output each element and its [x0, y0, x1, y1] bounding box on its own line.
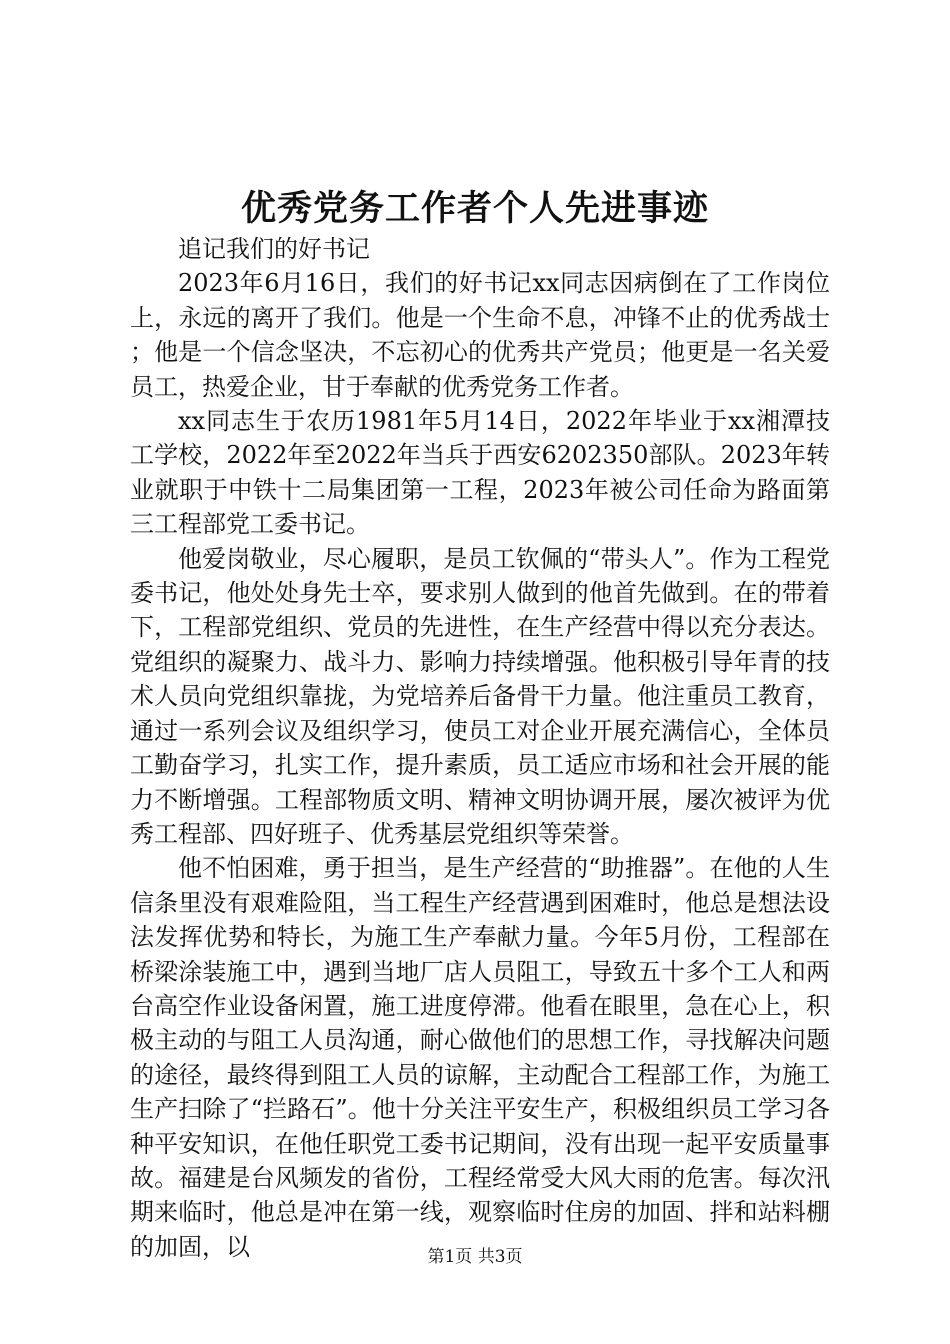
paragraph-subtitle: 追记我们的好书记: [178, 235, 370, 263]
paragraph-intro: 2023年6月16日，我们的好书记xx同志因病倒在了工作岗位上，永远的离开了我们。他是一个生命不息，冲锋不止的优秀战士；他是一个信念坚决，不忘初心的优秀共产党员；他更是一名关爱员工，热爱企业，甘于奉献的优秀党务工作者。: [130, 269, 830, 401]
document-body: [130, 232, 830, 1264]
paragraph-biography: xx同志生于农历1981年5月14日，2022年毕业于xx湘潭技工学校，2022年至2022年当兵于西安6202350部队。2023年转业就职于中铁十二局集团第一工程，2023年被公司任命为路面第三工程部党工委书记。: [130, 407, 830, 539]
paragraph-dedication: 他爱岗敬业，尽心履职，是员工钦佩的“带头人”。作为工程党委书记，他处处身先士卒，要求别人做到的他首先做到。在的带着下，工程部党组织、党员的先进性，在生产经营中得以充分表达。党组织的凝聚力、战斗力、影响力持续增强。他积极引导年青的技术人员向党组织靠拢，为党培养后备骨干力量。他注重员工教育，通过一系列会议及组织学习，使员工对企业开展充满信心，全体员工勤奋学习，扎实工作，提升素质，员工适应市场和社会开展的能力不断增强。工程部物质文明、精神文明协调开展，屡次被评为优秀工程部、四好班子、优秀基层党组织等荣誉。: [130, 544, 830, 848]
paragraph-courage: 他不怕困难，勇于担当，是生产经营的“助推器”。在他的人生信条里没有艰难险阻，当工程生产经营遇到困难时，他总是想法设法发挥优势和特长，为施工生产奉献力量。今年5月份，工程部在桥梁涂装施工中，遇到当地厂店人员阻工，导致五十多个工人和两台高空作业设备闲置，施工进度停滞。他看在眼里，急在心上，积极主动的与阻工人员沟通，耐心做他们的思想工作，寻找解决问题的途径，最终得到阻工人员的谅解，主动配合工程部工作，为施工生产扫除了“拦路石”。他十分关注平安生产，积极组织员工学习各种平安知识，在他任职党工委书记期间，没有出现一起平安质量事故。福建是台风频发的省份，工程经常受大风大雨的危害。每次汛期来临时，他总是冲在第一线，观察临时住房的加固、拌和站料棚的加固，以: [130, 854, 830, 1261]
page-footer: 第1页 共3页: [427, 1247, 523, 1267]
document-title: 优秀党务工作者个人先进事迹: [240, 188, 709, 229]
